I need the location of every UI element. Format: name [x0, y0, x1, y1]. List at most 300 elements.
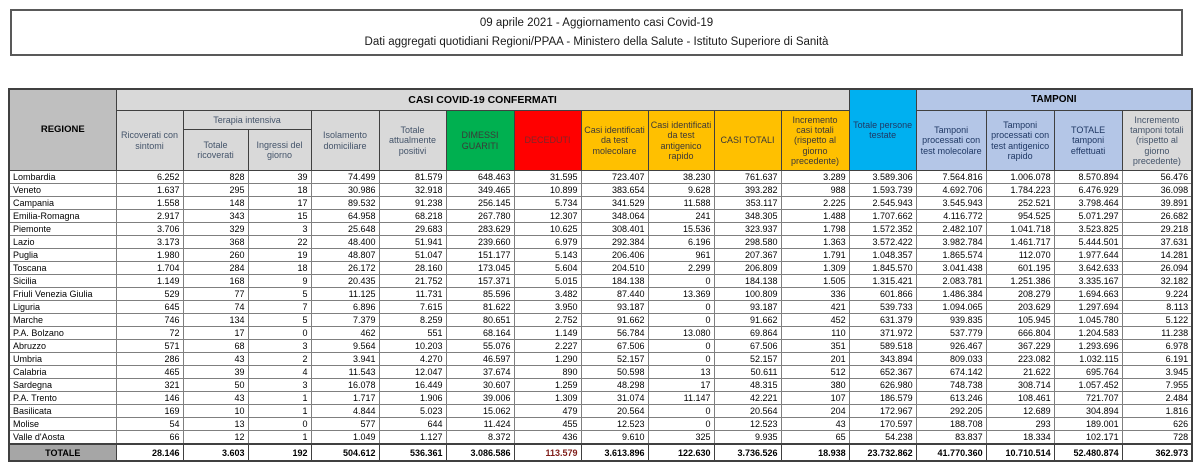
- value-cell: 184.138: [714, 275, 781, 288]
- value-cell: 537.779: [916, 327, 986, 340]
- value-cell: 208.279: [986, 288, 1054, 301]
- value-cell: 65: [781, 431, 849, 445]
- table-row: [9, 366, 1192, 379]
- value-cell: 5.015: [514, 275, 581, 288]
- value-cell: 2.917: [116, 210, 183, 223]
- region-name: Veneto: [9, 184, 116, 197]
- value-cell: 256.145: [446, 197, 514, 210]
- value-cell: 20.435: [311, 275, 379, 288]
- table-row: [9, 197, 1192, 210]
- value-cell: 286: [116, 353, 183, 366]
- value-cell: 48.400: [311, 236, 379, 249]
- value-cell: 479: [514, 405, 581, 418]
- value-cell: 12.307: [514, 210, 581, 223]
- value-cell: 112.070: [986, 249, 1054, 262]
- value-cell: 529: [116, 288, 183, 301]
- value-cell: 8.113: [1122, 301, 1192, 314]
- table-row: [9, 314, 1192, 327]
- value-cell: 1.704: [116, 262, 183, 275]
- value-cell: 189.001: [1054, 418, 1122, 431]
- table-row: [9, 431, 1192, 445]
- header-incremento-casi: Incremento casi totali (rispetto al giorno precedente): [781, 111, 849, 171]
- value-cell: 308.401: [581, 223, 648, 236]
- value-cell: 1.816: [1122, 405, 1192, 418]
- value-cell: 367.229: [986, 340, 1054, 353]
- total-value-cell: 3.736.526: [714, 444, 781, 461]
- region-name: Piemonte: [9, 223, 116, 236]
- value-cell: 18.334: [986, 431, 1054, 445]
- header-casi-confermati: CASI COVID-19 CONFERMATI: [116, 89, 849, 111]
- value-cell: 39: [248, 171, 311, 184]
- value-cell: 1.297.694: [1054, 301, 1122, 314]
- value-cell: 172.967: [849, 405, 916, 418]
- value-cell: 341.529: [581, 197, 648, 210]
- value-cell: 5.071.297: [1054, 210, 1122, 223]
- value-cell: 645: [116, 301, 183, 314]
- value-cell: 3.982.784: [916, 236, 986, 249]
- total-value-cell: 3.086.586: [446, 444, 514, 461]
- value-cell: 1.048.357: [849, 249, 916, 262]
- region-name: Valle d'Aosta: [9, 431, 116, 445]
- value-cell: 12.047: [379, 366, 446, 379]
- value-cell: 72: [116, 327, 183, 340]
- value-cell: 393.282: [714, 184, 781, 197]
- header-deceduti: DECEDUTI: [514, 111, 581, 171]
- value-cell: 239.660: [446, 236, 514, 249]
- value-cell: 30.607: [446, 379, 514, 392]
- value-cell: 13.080: [648, 327, 714, 340]
- value-cell: 37.674: [446, 366, 514, 379]
- value-cell: 648.463: [446, 171, 514, 184]
- value-cell: 343.894: [849, 353, 916, 366]
- value-cell: 4.844: [311, 405, 379, 418]
- value-cell: 31.074: [581, 392, 648, 405]
- value-cell: 421: [781, 301, 849, 314]
- value-cell: 184.138: [581, 275, 648, 288]
- value-cell: 1.094.065: [916, 301, 986, 314]
- value-cell: 21.752: [379, 275, 446, 288]
- title-box: [10, 9, 1183, 56]
- value-cell: 173.045: [446, 262, 514, 275]
- value-cell: 3: [248, 340, 311, 353]
- value-cell: 0: [648, 405, 714, 418]
- value-cell: 9.628: [648, 184, 714, 197]
- value-cell: 3.545.943: [916, 197, 986, 210]
- value-cell: 348.305: [714, 210, 781, 223]
- value-cell: 1: [248, 392, 311, 405]
- total-value-cell: 122.630: [648, 444, 714, 461]
- header-casi-totali: CASI TOTALI: [714, 111, 781, 171]
- value-cell: 809.033: [916, 353, 986, 366]
- value-cell: 170.597: [849, 418, 916, 431]
- value-cell: 46.597: [446, 353, 514, 366]
- region-name: Sicilia: [9, 275, 116, 288]
- title-line-2: Dati aggregati quotidiani Regioni/PPAA - Ministero della Salute - Istituto Superiore di Sanità: [364, 36, 829, 48]
- total-value-cell: 536.361: [379, 444, 446, 461]
- value-cell: 91.662: [581, 314, 648, 327]
- table-row: [9, 327, 1192, 340]
- value-cell: 157.371: [446, 275, 514, 288]
- value-cell: 17: [248, 197, 311, 210]
- total-value-cell: 52.480.874: [1054, 444, 1122, 461]
- value-cell: 18: [248, 262, 311, 275]
- value-cell: 1.707.662: [849, 210, 916, 223]
- value-cell: 2.484: [1122, 392, 1192, 405]
- value-cell: 10.899: [514, 184, 581, 197]
- table-foot: [9, 444, 1192, 461]
- value-cell: 383.654: [581, 184, 648, 197]
- value-cell: 325: [648, 431, 714, 445]
- value-cell: 748.738: [916, 379, 986, 392]
- value-cell: 5.122: [1122, 314, 1192, 327]
- value-cell: 3.642.633: [1054, 262, 1122, 275]
- value-cell: 613.246: [916, 392, 986, 405]
- value-cell: 36.098: [1122, 184, 1192, 197]
- value-cell: 31.595: [514, 171, 581, 184]
- value-cell: 68.164: [446, 327, 514, 340]
- total-value-cell: 3.603: [183, 444, 248, 461]
- value-cell: 4.270: [379, 353, 446, 366]
- value-cell: 349.465: [446, 184, 514, 197]
- value-cell: 148: [183, 197, 248, 210]
- value-cell: 7.955: [1122, 379, 1192, 392]
- value-cell: 2.752: [514, 314, 581, 327]
- value-cell: 1.045.780: [1054, 314, 1122, 327]
- header-ricoverati-con-sintomi: Ricoverati con sintomi: [116, 111, 183, 171]
- value-cell: 8.372: [446, 431, 514, 445]
- value-cell: 50.598: [581, 366, 648, 379]
- value-cell: 55.076: [446, 340, 514, 353]
- value-cell: 93.187: [714, 301, 781, 314]
- value-cell: 9.935: [714, 431, 781, 445]
- value-cell: 201: [781, 353, 849, 366]
- value-cell: 252.521: [986, 197, 1054, 210]
- value-cell: 1.149: [514, 327, 581, 340]
- value-cell: 3.950: [514, 301, 581, 314]
- value-cell: 29.218: [1122, 223, 1192, 236]
- value-cell: 0: [648, 340, 714, 353]
- value-cell: 1.486.384: [916, 288, 986, 301]
- region-name: Lombardia: [9, 171, 116, 184]
- value-cell: 50.611: [714, 366, 781, 379]
- value-cell: 1.309: [514, 392, 581, 405]
- value-cell: 601.866: [849, 288, 916, 301]
- value-cell: 241: [648, 210, 714, 223]
- value-cell: 67.506: [581, 340, 648, 353]
- value-cell: 8.570.894: [1054, 171, 1122, 184]
- value-cell: 6.252: [116, 171, 183, 184]
- value-cell: 298.580: [714, 236, 781, 249]
- value-cell: 1.865.574: [916, 249, 986, 262]
- value-cell: 85.596: [446, 288, 514, 301]
- value-cell: 1.977.644: [1054, 249, 1122, 262]
- value-cell: 13: [648, 366, 714, 379]
- value-cell: 11.588: [648, 197, 714, 210]
- value-cell: 10: [183, 405, 248, 418]
- value-cell: 20.564: [581, 405, 648, 418]
- region-name: Marche: [9, 314, 116, 327]
- value-cell: 26.172: [311, 262, 379, 275]
- value-cell: 54.238: [849, 431, 916, 445]
- value-cell: 601.195: [986, 262, 1054, 275]
- value-cell: 2.482.107: [916, 223, 986, 236]
- value-cell: 3.335.167: [1054, 275, 1122, 288]
- value-cell: 11.125: [311, 288, 379, 301]
- value-cell: 74.499: [311, 171, 379, 184]
- value-cell: 1.980: [116, 249, 183, 262]
- value-cell: 292.384: [581, 236, 648, 249]
- value-cell: 465: [116, 366, 183, 379]
- value-cell: 12.689: [986, 405, 1054, 418]
- value-cell: 308.714: [986, 379, 1054, 392]
- value-cell: 368: [183, 236, 248, 249]
- value-cell: 3: [248, 223, 311, 236]
- value-cell: 6.196: [648, 236, 714, 249]
- region-name: Liguria: [9, 301, 116, 314]
- value-cell: 351: [781, 340, 849, 353]
- table-row: [9, 184, 1192, 197]
- value-cell: 9: [248, 275, 311, 288]
- value-cell: 954.525: [986, 210, 1054, 223]
- value-cell: 1.057.452: [1054, 379, 1122, 392]
- value-cell: 11.238: [1122, 327, 1192, 340]
- value-cell: 64.958: [311, 210, 379, 223]
- value-cell: 1.461.717: [986, 236, 1054, 249]
- region-name: Lazio: [9, 236, 116, 249]
- covid-data-table: [8, 88, 1193, 462]
- value-cell: 11.147: [648, 392, 714, 405]
- value-cell: 589.518: [849, 340, 916, 353]
- table-row: [9, 353, 1192, 366]
- table-row: [9, 392, 1192, 405]
- value-cell: 1: [248, 431, 311, 445]
- value-cell: 15.536: [648, 223, 714, 236]
- value-cell: 91.238: [379, 197, 446, 210]
- value-cell: 336: [781, 288, 849, 301]
- value-cell: 16.449: [379, 379, 446, 392]
- value-cell: 10.625: [514, 223, 581, 236]
- total-value-cell: 10.710.514: [986, 444, 1054, 461]
- value-cell: 1.127: [379, 431, 446, 445]
- value-cell: 89.532: [311, 197, 379, 210]
- value-cell: 7.564.816: [916, 171, 986, 184]
- value-cell: 11.731: [379, 288, 446, 301]
- value-cell: 13: [183, 418, 248, 431]
- value-cell: 14.281: [1122, 249, 1192, 262]
- value-cell: 644: [379, 418, 446, 431]
- total-value-cell: 28.146: [116, 444, 183, 461]
- value-cell: 1.006.078: [986, 171, 1054, 184]
- value-cell: 66: [116, 431, 183, 445]
- value-cell: 12: [183, 431, 248, 445]
- value-cell: 102.171: [1054, 431, 1122, 445]
- value-cell: 5.734: [514, 197, 581, 210]
- value-cell: 353.117: [714, 197, 781, 210]
- value-cell: 371.972: [849, 327, 916, 340]
- total-value-cell: 113.579: [514, 444, 581, 461]
- value-cell: 455: [514, 418, 581, 431]
- value-cell: 1.315.421: [849, 275, 916, 288]
- value-cell: 107: [781, 392, 849, 405]
- value-cell: 26.682: [1122, 210, 1192, 223]
- value-cell: 3.945: [1122, 366, 1192, 379]
- table-row: [9, 301, 1192, 314]
- value-cell: 3.941: [311, 353, 379, 366]
- value-cell: 4.116.772: [916, 210, 986, 223]
- value-cell: 6.476.929: [1054, 184, 1122, 197]
- value-cell: 631.379: [849, 314, 916, 327]
- value-cell: 3.041.438: [916, 262, 986, 275]
- value-cell: 2.545.943: [849, 197, 916, 210]
- region-name: Abruzzo: [9, 340, 116, 353]
- value-cell: 4: [248, 366, 311, 379]
- value-cell: 3.482: [514, 288, 581, 301]
- value-cell: 1.041.718: [986, 223, 1054, 236]
- value-cell: 50: [183, 379, 248, 392]
- value-cell: 146: [116, 392, 183, 405]
- value-cell: 3.289: [781, 171, 849, 184]
- value-cell: 1.505: [781, 275, 849, 288]
- table-row: [9, 171, 1192, 184]
- value-cell: 6.979: [514, 236, 581, 249]
- region-name: P.A. Bolzano: [9, 327, 116, 340]
- value-cell: 2.227: [514, 340, 581, 353]
- table-row: [9, 418, 1192, 431]
- value-cell: 1.259: [514, 379, 581, 392]
- value-cell: 10.203: [379, 340, 446, 353]
- value-cell: 74: [183, 301, 248, 314]
- value-cell: 48.298: [581, 379, 648, 392]
- value-cell: 321: [116, 379, 183, 392]
- value-cell: 43: [183, 392, 248, 405]
- value-cell: 204: [781, 405, 849, 418]
- value-cell: 108.461: [986, 392, 1054, 405]
- region-name: Sardegna: [9, 379, 116, 392]
- table-row: [9, 379, 1192, 392]
- value-cell: 728: [1122, 431, 1192, 445]
- value-cell: 56.784: [581, 327, 648, 340]
- value-cell: 828: [183, 171, 248, 184]
- value-cell: 695.764: [1054, 366, 1122, 379]
- total-value-cell: 23.732.862: [849, 444, 916, 461]
- value-cell: 5.444.501: [1054, 236, 1122, 249]
- value-cell: 188.708: [916, 418, 986, 431]
- value-cell: 51.047: [379, 249, 446, 262]
- value-cell: 2: [248, 353, 311, 366]
- value-cell: 1.694.663: [1054, 288, 1122, 301]
- value-cell: 1.906: [379, 392, 446, 405]
- value-cell: 267.780: [446, 210, 514, 223]
- value-cell: 1.290: [514, 353, 581, 366]
- region-name: Puglia: [9, 249, 116, 262]
- value-cell: 452: [781, 314, 849, 327]
- value-cell: 18: [248, 184, 311, 197]
- value-cell: 1.488: [781, 210, 849, 223]
- value-cell: 17: [183, 327, 248, 340]
- value-cell: 204.510: [581, 262, 648, 275]
- value-cell: 3.572.422: [849, 236, 916, 249]
- value-cell: 32.918: [379, 184, 446, 197]
- value-cell: 32.182: [1122, 275, 1192, 288]
- value-cell: 4.692.706: [916, 184, 986, 197]
- value-cell: 0: [648, 301, 714, 314]
- value-cell: 52.157: [581, 353, 648, 366]
- header-totale-ricoverati: Totale ricoverati: [183, 130, 248, 171]
- value-cell: 295: [183, 184, 248, 197]
- total-row: [9, 444, 1192, 461]
- region-name: Campania: [9, 197, 116, 210]
- table-row: [9, 210, 1192, 223]
- header-incremento-tamponi: Incremento tamponi totali (rispetto al giorno precedente): [1122, 111, 1192, 171]
- value-cell: 1.784.223: [986, 184, 1054, 197]
- value-cell: 652.367: [849, 366, 916, 379]
- value-cell: 1.032.115: [1054, 353, 1122, 366]
- value-cell: 323.937: [714, 223, 781, 236]
- region-name: Calabria: [9, 366, 116, 379]
- value-cell: 961: [648, 249, 714, 262]
- region-name: Molise: [9, 418, 116, 431]
- value-cell: 7.379: [311, 314, 379, 327]
- value-cell: 746: [116, 314, 183, 327]
- header-totale-tamponi: TOTALE tamponi effettuati: [1054, 111, 1122, 171]
- value-cell: 0: [648, 418, 714, 431]
- value-cell: 9.224: [1122, 288, 1192, 301]
- header-casi-test-molecolare: Casi identificati da test molecolare: [581, 111, 648, 171]
- value-cell: 571: [116, 340, 183, 353]
- table-row: [9, 275, 1192, 288]
- value-cell: 203.629: [986, 301, 1054, 314]
- value-cell: 206.406: [581, 249, 648, 262]
- value-cell: 926.467: [916, 340, 986, 353]
- value-cell: 539.733: [849, 301, 916, 314]
- value-cell: 168: [183, 275, 248, 288]
- value-cell: 6.896: [311, 301, 379, 314]
- total-value-cell: 192: [248, 444, 311, 461]
- value-cell: 206.809: [714, 262, 781, 275]
- header-casi-test-antigenico: Casi identificati da test antigenico rapido: [648, 111, 714, 171]
- value-cell: 260: [183, 249, 248, 262]
- value-cell: 19: [248, 249, 311, 262]
- value-cell: 6.978: [1122, 340, 1192, 353]
- value-cell: 0: [648, 275, 714, 288]
- value-cell: 8.259: [379, 314, 446, 327]
- region-name: Basilicata: [9, 405, 116, 418]
- value-cell: 890: [514, 366, 581, 379]
- value-cell: 939.835: [916, 314, 986, 327]
- value-cell: 436: [514, 431, 581, 445]
- value-cell: 68.218: [379, 210, 446, 223]
- header-tamponi-group: TAMPONI: [916, 89, 1192, 111]
- value-cell: 5: [248, 314, 311, 327]
- header-tamponi-antigenico: Tamponi processati con test antigenico rapido: [986, 111, 1054, 171]
- value-cell: 9.610: [581, 431, 648, 445]
- value-cell: 626.980: [849, 379, 916, 392]
- value-cell: 25.648: [311, 223, 379, 236]
- value-cell: 56.476: [1122, 171, 1192, 184]
- value-cell: 380: [781, 379, 849, 392]
- value-cell: 723.407: [581, 171, 648, 184]
- value-cell: 7: [248, 301, 311, 314]
- value-cell: 462: [311, 327, 379, 340]
- value-cell: 110: [781, 327, 849, 340]
- value-cell: 48.807: [311, 249, 379, 262]
- value-cell: 3.706: [116, 223, 183, 236]
- value-cell: 1.149: [116, 275, 183, 288]
- value-cell: 13.369: [648, 288, 714, 301]
- value-cell: 21.622: [986, 366, 1054, 379]
- value-cell: 39.006: [446, 392, 514, 405]
- region-name: Umbria: [9, 353, 116, 366]
